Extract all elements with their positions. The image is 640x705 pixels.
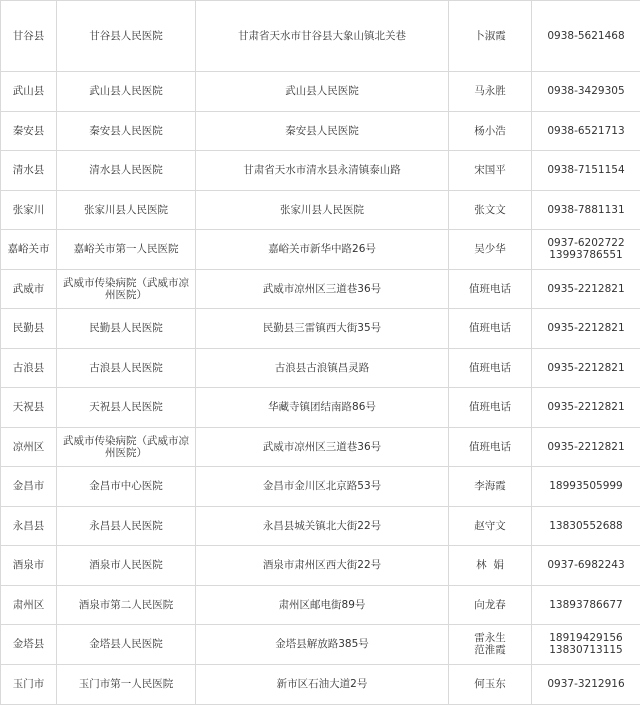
phone-cell: 13893786677 [532, 585, 640, 625]
address-cell: 酒泉市肃州区西大街22号 [196, 546, 449, 586]
phone-cell: 0938-6521713 [532, 111, 640, 151]
phone-cell: 0935-2212821 [532, 388, 640, 428]
county-cell: 清水县 [1, 151, 57, 191]
table-row [1, 664, 640, 704]
contact-cell: 马永胜 [449, 72, 532, 112]
county-cell: 张家川 [1, 190, 57, 230]
contact-cell: 李海霞 [449, 467, 532, 507]
contact-cell: 赵守文 [449, 506, 532, 546]
hospital-cell: 金塔县人民医院 [57, 625, 196, 665]
contact-cell [449, 625, 532, 665]
hospital-cell: 张家川县人民医院 [57, 190, 196, 230]
hospital-cell: 武威市传染病院（武威市凉州医院） [57, 269, 196, 309]
phone-cell: 0938-7881131 [532, 190, 640, 230]
phone-cell: 0938-3429305 [532, 72, 640, 112]
county-cell: 酒泉市 [1, 546, 57, 586]
hospital-cell: 玉门市第一人民医院 [57, 664, 196, 704]
contact-cell: 值班电话 [449, 269, 532, 309]
hospital-cell: 金昌市中心医院 [57, 467, 196, 507]
contact-cell: 张文文 [449, 190, 532, 230]
county-cell: 民勤县 [1, 309, 57, 349]
phone-cell: 0935-2212821 [532, 269, 640, 309]
hospital-cell: 武威市传染病院（武威市凉州医院） [57, 427, 196, 467]
contact-cell: 值班电话 [449, 309, 532, 349]
hospital-cell: 酒泉市第二人民医院 [57, 585, 196, 625]
hospital-cell: 酒泉市人民医院 [57, 546, 196, 586]
hospital-cell: 古浪县人民医院 [57, 348, 196, 388]
county-cell: 武山县 [1, 72, 57, 112]
table-row [1, 190, 640, 230]
hospital-cell: 天祝县人民医院 [57, 388, 196, 428]
contact-cell: 值班电话 [449, 427, 532, 467]
table-row [1, 269, 640, 309]
phone-cell: 0935-2212821 [532, 309, 640, 349]
address-cell: 嘉峪关市新华中路26号 [196, 230, 449, 270]
phone-cell: 18993505999 [532, 467, 640, 507]
phone-cell: 0938-5621468 [532, 1, 640, 72]
phone-cell [532, 625, 640, 665]
contact-cell: 何玉东 [449, 664, 532, 704]
address-cell: 武威市凉州区三道巷36号 [196, 427, 449, 467]
contact-cell: 林 娟 [449, 546, 532, 586]
hospital-cell: 嘉峪关市第一人民医院 [57, 230, 196, 270]
county-cell: 天祝县 [1, 388, 57, 428]
address-cell: 秦安县人民医院 [196, 111, 449, 151]
contact-cell: 杨小浩 [449, 111, 532, 151]
contact-line: 雷永生 [453, 632, 527, 644]
address-cell: 肃州区邮电街89号 [196, 585, 449, 625]
hospital-cell: 清水县人民医院 [57, 151, 196, 191]
phone-cell: 0938-7151154 [532, 151, 640, 191]
phone-cell [532, 230, 640, 270]
table-row [1, 111, 640, 151]
county-cell: 永昌县 [1, 506, 57, 546]
address-cell: 金昌市金川区北京路53号 [196, 467, 449, 507]
address-cell: 金塔县解放路385号 [196, 625, 449, 665]
address-cell: 永昌县城关镇北大街22号 [196, 506, 449, 546]
county-cell: 玉门市 [1, 664, 57, 704]
hospital-cell: 永昌县人民医院 [57, 506, 196, 546]
phone-cell: 0937-6982243 [532, 546, 640, 586]
contact-cell: 值班电话 [449, 348, 532, 388]
address-cell: 武威市凉州区三道巷36号 [196, 269, 449, 309]
phone-cell: 13830552688 [532, 506, 640, 546]
hospital-cell: 武山县人民医院 [57, 72, 196, 112]
table-row [1, 625, 640, 665]
hospital-cell: 甘谷县人民医院 [57, 1, 196, 72]
address-cell: 古浪县古浪镇昌灵路 [196, 348, 449, 388]
table-row [1, 1, 640, 72]
table-row [1, 230, 640, 270]
phone-line: 13830713115 [536, 644, 636, 656]
contact-cell: 吴少华 [449, 230, 532, 270]
address-cell: 民勤县三雷镇西大街35号 [196, 309, 449, 349]
table-row [1, 388, 640, 428]
county-cell: 嘉峪关市 [1, 230, 57, 270]
table-row [1, 585, 640, 625]
table-row [1, 546, 640, 586]
county-cell: 肃州区 [1, 585, 57, 625]
contact-line: 范淮霞 [453, 644, 527, 656]
table-row [1, 72, 640, 112]
address-cell: 甘肃省天水市清水县永清镇泰山路 [196, 151, 449, 191]
phone-cell: 0935-2212821 [532, 348, 640, 388]
phone-line: 18919429156 [536, 632, 636, 644]
address-cell: 武山县人民医院 [196, 72, 449, 112]
table-row [1, 309, 640, 349]
county-cell: 金昌市 [1, 467, 57, 507]
table-row [1, 467, 640, 507]
hospital-cell: 民勤县人民医院 [57, 309, 196, 349]
address-cell: 华藏寺镇团结南路86号 [196, 388, 449, 428]
phone-cell: 0935-2212821 [532, 427, 640, 467]
table-row [1, 348, 640, 388]
contact-cell: 宋国平 [449, 151, 532, 191]
contact-cell: 向龙春 [449, 585, 532, 625]
phone-line: 13993786551 [536, 249, 636, 261]
contact-cell: 卜淑霞 [449, 1, 532, 72]
table-row [1, 151, 640, 191]
phone-cell: 0937-3212916 [532, 664, 640, 704]
contact-cell: 值班电话 [449, 388, 532, 428]
county-cell: 凉州区 [1, 427, 57, 467]
county-cell: 古浪县 [1, 348, 57, 388]
address-cell: 甘肃省天水市甘谷县大象山镇北关巷 [196, 1, 449, 72]
county-cell: 金塔县 [1, 625, 57, 665]
table-row [1, 506, 640, 546]
county-cell: 甘谷县 [1, 1, 57, 72]
address-cell: 新市区石油大道2号 [196, 664, 449, 704]
hospital-cell: 秦安县人民医院 [57, 111, 196, 151]
county-cell: 武威市 [1, 269, 57, 309]
table-row [1, 427, 640, 467]
phone-line: 0937-6202722 [536, 237, 636, 249]
county-cell: 秦安县 [1, 111, 57, 151]
address-cell: 张家川县人民医院 [196, 190, 449, 230]
